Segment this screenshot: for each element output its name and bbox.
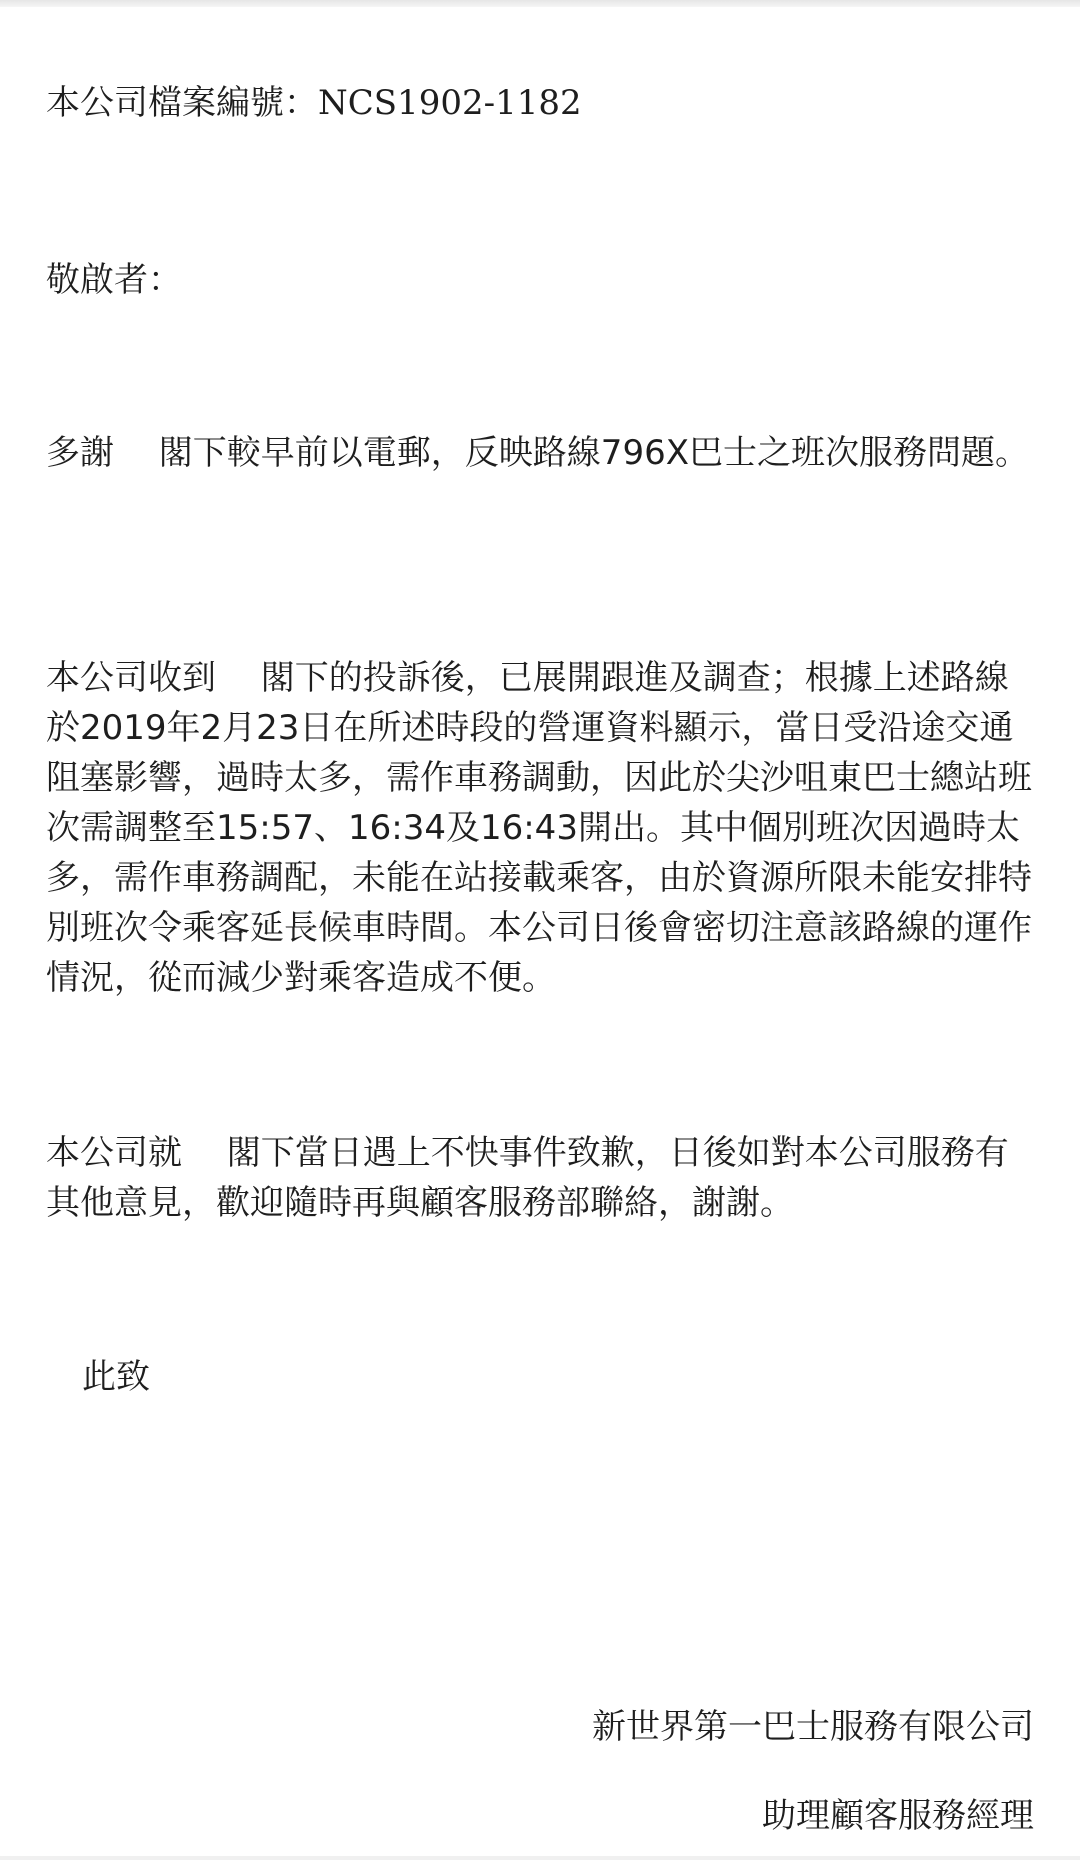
paragraph-thanks-text: 多謝 閣下較早前以電郵，反映路線796X巴士之班次服務問題。 (46, 433, 1029, 473)
file-reference (46, 78, 1036, 128)
salutation: 敬啟者： (46, 260, 182, 300)
file-reference-number: NCS1902-1182 (318, 83, 582, 123)
top-divider (0, 0, 1080, 7)
bottom-divider (0, 1856, 1080, 1860)
paragraph-thanks (46, 428, 1036, 478)
signature-company: 新世界第一巴士服務有限公司 (592, 1707, 1034, 1747)
closing: 此致 (82, 1357, 150, 1397)
paragraph-apology (46, 1128, 1036, 1228)
paragraph-investigation (46, 653, 1036, 1003)
signature-title: 助理顧客服務經理 (762, 1796, 1034, 1836)
paragraph-investigation-text: 本公司收到 閣下的投訴後，已展開跟進及調查；根據上述路線於2019年2月23日在所述時段的營運資料顯示，當日受沿途交通阻塞影響，過時太多，需作車務調動，因此於尖沙咀東巴士總站班次需調整至15:57、16:34及16:43開出。其中個別班次因過時太多，需作車務調配，未能在站接載乘客，由於資源所限未能安排特別班次令乘客延長候車時間。本公司日後會密切注意該路線的運作情況，從而減少對乘客造成不便。 (46, 658, 1032, 998)
paragraph-apology-text: 本公司就 閣下當日遇上不快事件致歉，日後如對本公司服務有其他意見，歡迎隨時再與顧客服務部聯絡，謝謝。 (46, 1133, 1009, 1223)
file-reference-label: 本公司檔案編號： (46, 83, 318, 123)
